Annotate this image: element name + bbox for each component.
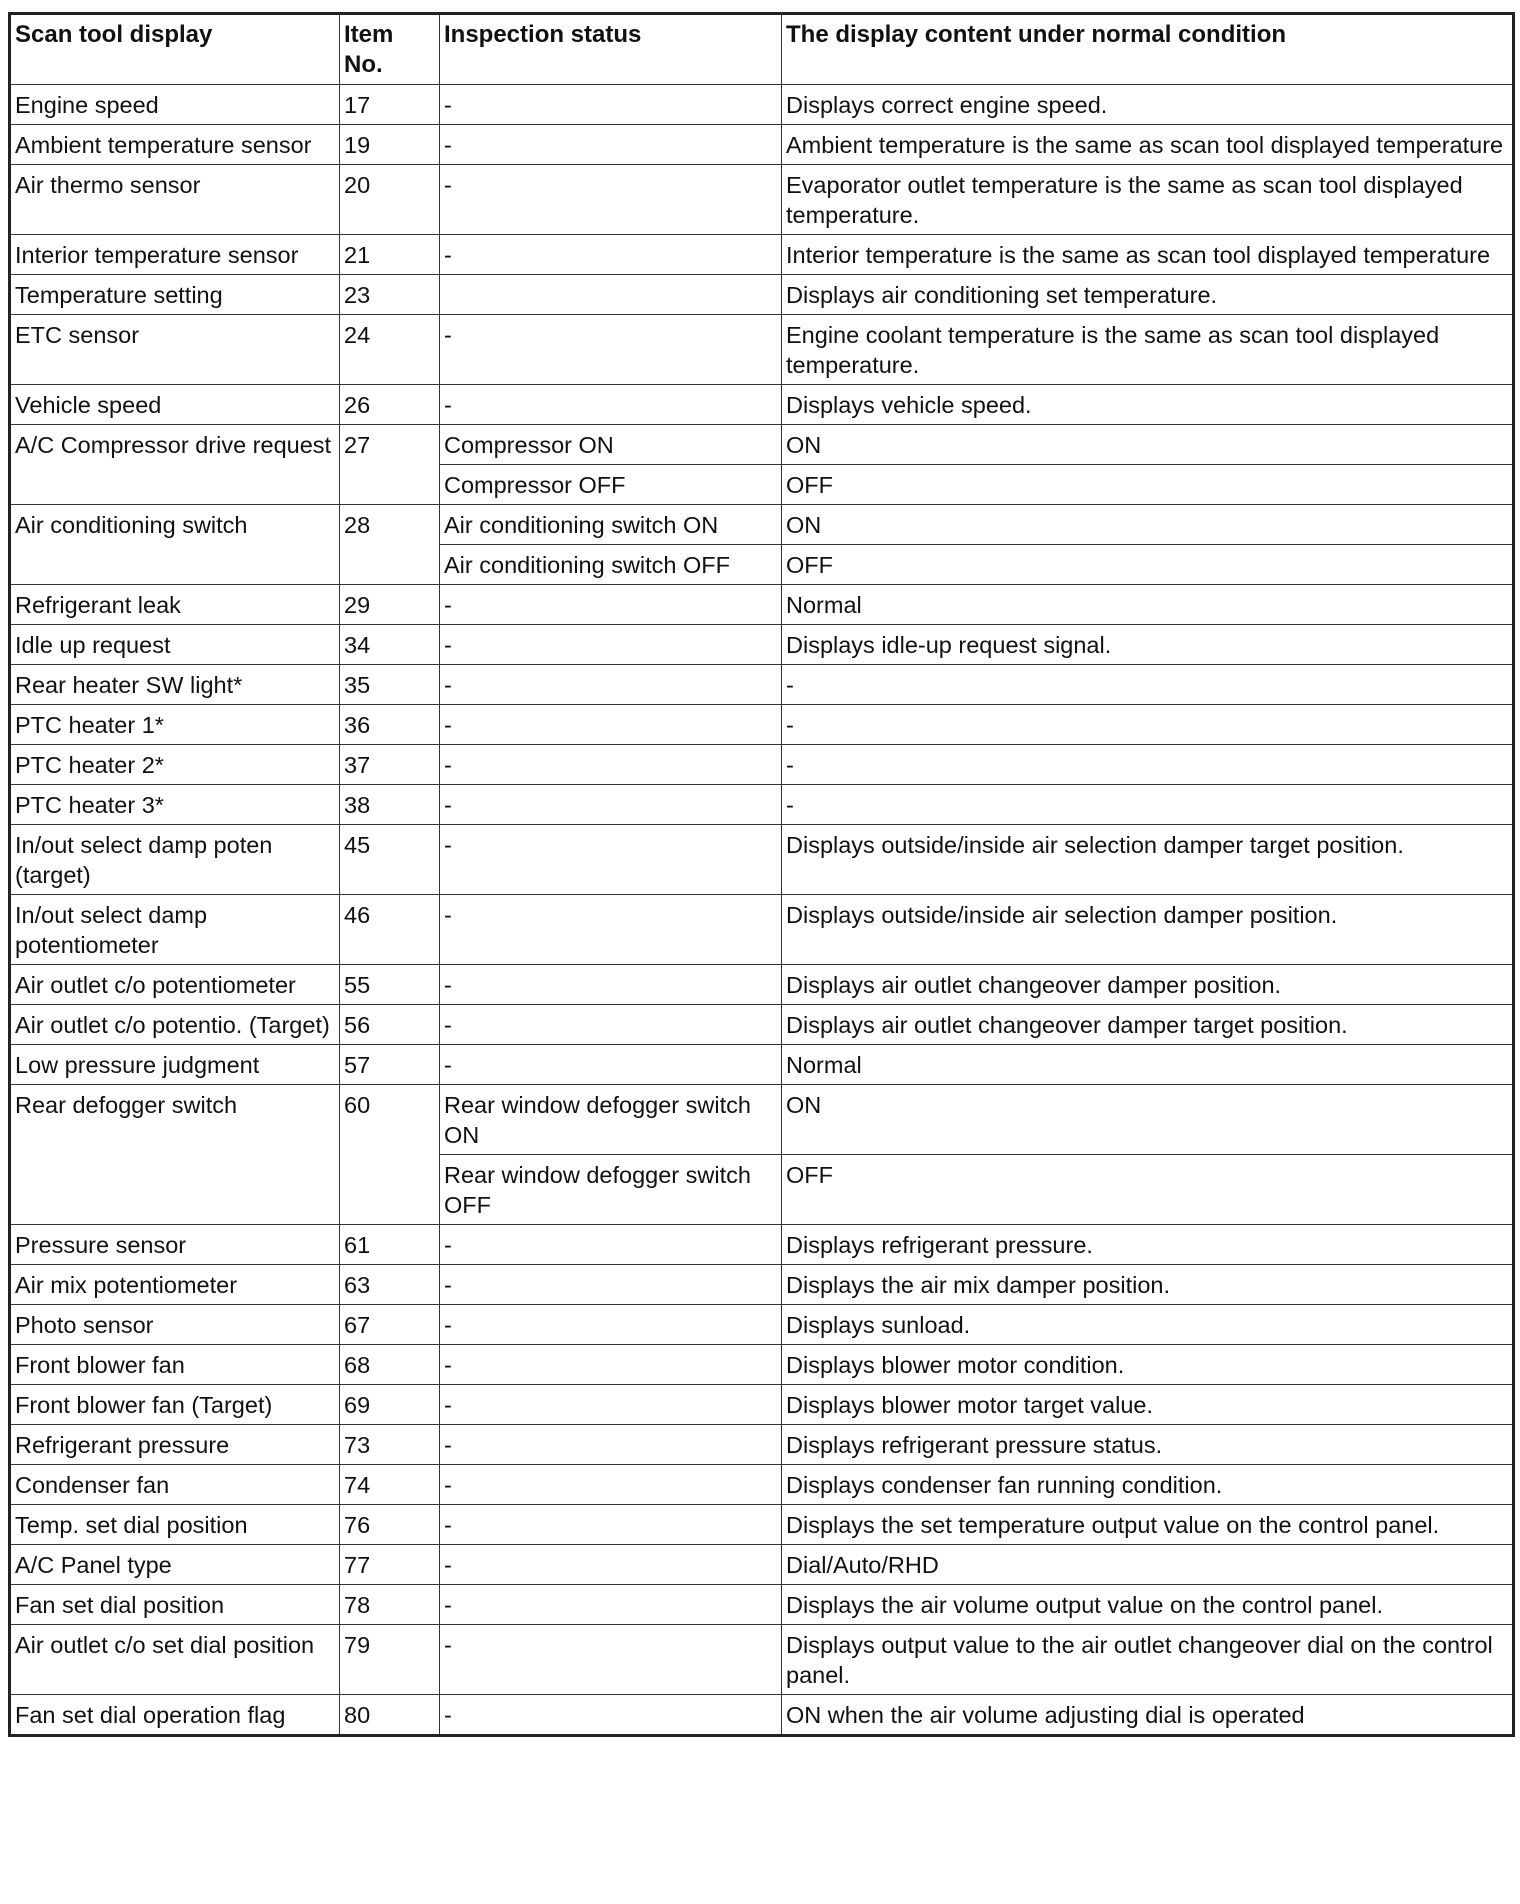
scan-tool-display-cell: Pressure sensor [10, 1225, 340, 1265]
item-number-cell: 60 [340, 1085, 440, 1225]
inspection-status-cell: - [440, 1695, 782, 1736]
item-number-cell: 45 [340, 825, 440, 895]
display-content-cell: Displays vehicle speed. [782, 385, 1514, 425]
display-content-cell: Displays refrigerant pressure status. [782, 1425, 1514, 1465]
item-number-cell: 36 [340, 705, 440, 745]
display-content-cell: Engine coolant temperature is the same as scan tool displayed temperature. [782, 315, 1514, 385]
scan-tool-display-cell: Fan set dial operation flag [10, 1695, 340, 1736]
inspection-status-cell: Compressor ON [440, 425, 782, 465]
inspection-status-cell: Rear window defogger switch ON [440, 1085, 782, 1155]
inspection-status-cell: - [440, 585, 782, 625]
inspection-status-cell: - [440, 1585, 782, 1625]
table-row [10, 745, 1514, 785]
display-content-cell: Displays outside/inside air selection damper position. [782, 895, 1514, 965]
inspection-status-cell [440, 275, 782, 315]
scan-tool-display-cell: Front blower fan [10, 1345, 340, 1385]
display-content-cell: OFF [782, 545, 1514, 585]
scan-tool-display-cell: PTC heater 2* [10, 745, 340, 785]
table-row [10, 785, 1514, 825]
inspection-status-cell: - [440, 745, 782, 785]
display-content-cell: Displays blower motor condition. [782, 1345, 1514, 1385]
table-row [10, 1425, 1514, 1465]
scan-tool-display-cell: Fan set dial position [10, 1585, 340, 1625]
item-number-cell: 68 [340, 1345, 440, 1385]
table-row [10, 1225, 1514, 1265]
item-number-cell: 23 [340, 275, 440, 315]
item-number-cell: 24 [340, 315, 440, 385]
inspection-status-cell: - [440, 1005, 782, 1045]
item-number-cell: 77 [340, 1545, 440, 1585]
display-content-cell: Displays air outlet changeover damper target position. [782, 1005, 1514, 1045]
inspection-status-cell: - [440, 705, 782, 745]
item-number-cell: 37 [340, 745, 440, 785]
display-content-cell: Displays sunload. [782, 1305, 1514, 1345]
inspection-status-cell: - [440, 1545, 782, 1585]
item-number-cell: 79 [340, 1625, 440, 1695]
scan-tool-display-cell: Rear defogger switch [10, 1085, 340, 1225]
display-content-cell: ON when the air volume adjusting dial is operated [782, 1695, 1514, 1736]
table-header [10, 14, 1514, 85]
item-number-cell: 57 [340, 1045, 440, 1085]
table-row [10, 1045, 1514, 1085]
table-row [10, 895, 1514, 965]
scan-tool-display-cell: A/C Compressor drive request [10, 425, 340, 505]
display-content-cell: ON [782, 505, 1514, 545]
inspection-status-cell: - [440, 235, 782, 275]
item-number-cell: 34 [340, 625, 440, 665]
display-content-cell: Dial/Auto/RHD [782, 1545, 1514, 1585]
scan-tool-table-container [8, 12, 1515, 1737]
table-row [10, 425, 1514, 465]
display-content-cell: Displays condenser fan running condition. [782, 1465, 1514, 1505]
table-row [10, 665, 1514, 705]
item-number-cell: 63 [340, 1265, 440, 1305]
scan-tool-display-cell: A/C Panel type [10, 1545, 340, 1585]
scan-tool-display-cell: ETC sensor [10, 315, 340, 385]
display-content-cell: Displays the set temperature output value on the control panel. [782, 1505, 1514, 1545]
item-number-cell: 80 [340, 1695, 440, 1736]
inspection-status-cell: - [440, 785, 782, 825]
inspection-status-cell: - [440, 125, 782, 165]
scan-tool-display-cell: Air outlet c/o potentiometer [10, 965, 340, 1005]
header-scan-tool-display: Scan tool display [10, 14, 340, 85]
inspection-status-cell: - [440, 1385, 782, 1425]
table-row [10, 165, 1514, 235]
scan-tool-display-cell: In/out select damp poten (target) [10, 825, 340, 895]
table-row [10, 125, 1514, 165]
table-row [10, 625, 1514, 665]
item-number-cell: 69 [340, 1385, 440, 1425]
scan-tool-display-cell: Air thermo sensor [10, 165, 340, 235]
display-content-cell: Displays the air mix damper position. [782, 1265, 1514, 1305]
inspection-status-cell: - [440, 1625, 782, 1695]
item-number-cell: 20 [340, 165, 440, 235]
inspection-status-cell: - [440, 1465, 782, 1505]
display-content-cell: - [782, 705, 1514, 745]
scan-tool-display-cell: PTC heater 1* [10, 705, 340, 745]
table-row [10, 1265, 1514, 1305]
display-content-cell: Displays idle-up request signal. [782, 625, 1514, 665]
scan-tool-display-cell: In/out select damp potentiometer [10, 895, 340, 965]
table-row [10, 585, 1514, 625]
inspection-status-cell: - [440, 1225, 782, 1265]
inspection-status-cell: - [440, 625, 782, 665]
scan-tool-display-cell: Air mix potentiometer [10, 1265, 340, 1305]
item-number-cell: 26 [340, 385, 440, 425]
table-row [10, 235, 1514, 275]
inspection-status-cell: - [440, 165, 782, 235]
scan-tool-display-cell: Front blower fan (Target) [10, 1385, 340, 1425]
item-number-cell: 21 [340, 235, 440, 275]
table-row [10, 385, 1514, 425]
table-row [10, 85, 1514, 125]
item-number-cell: 55 [340, 965, 440, 1005]
scan-tool-display-cell: PTC heater 3* [10, 785, 340, 825]
item-number-cell: 76 [340, 1505, 440, 1545]
table-row [10, 505, 1514, 545]
inspection-status-cell: - [440, 1425, 782, 1465]
item-number-cell: 27 [340, 425, 440, 505]
display-content-cell: Displays blower motor target value. [782, 1385, 1514, 1425]
inspection-status-cell: - [440, 665, 782, 705]
table-row [10, 1505, 1514, 1545]
display-content-cell: - [782, 665, 1514, 705]
scan-tool-display-cell: Condenser fan [10, 1465, 340, 1505]
display-content-cell: Displays air outlet changeover damper position. [782, 965, 1514, 1005]
table-row [10, 1005, 1514, 1045]
scan-tool-display-cell: Low pressure judgment [10, 1045, 340, 1085]
inspection-status-cell: - [440, 315, 782, 385]
display-content-cell: Displays output value to the air outlet changeover dial on the control panel. [782, 1625, 1514, 1695]
table-row [10, 1465, 1514, 1505]
item-number-cell: 29 [340, 585, 440, 625]
item-number-cell: 56 [340, 1005, 440, 1045]
item-number-cell: 17 [340, 85, 440, 125]
scan-tool-display-cell: Air outlet c/o potentio. (Target) [10, 1005, 340, 1045]
header-item-no: Item No. [340, 14, 440, 85]
inspection-status-cell: Rear window defogger switch OFF [440, 1155, 782, 1225]
table-row [10, 1695, 1514, 1736]
display-content-cell: Ambient temperature is the same as scan tool displayed temperature [782, 125, 1514, 165]
header-inspection-status: Inspection status [440, 14, 782, 85]
table-row [10, 1385, 1514, 1425]
inspection-status-cell: - [440, 965, 782, 1005]
inspection-status-cell: - [440, 1265, 782, 1305]
scan-tool-display-cell: Vehicle speed [10, 385, 340, 425]
table-row [10, 1085, 1514, 1155]
table-body [10, 85, 1514, 1736]
inspection-status-cell: - [440, 1305, 782, 1345]
inspection-status-cell: - [440, 85, 782, 125]
display-content-cell: Normal [782, 585, 1514, 625]
scan-tool-display-cell: Rear heater SW light* [10, 665, 340, 705]
scan-tool-display-cell: Idle up request [10, 625, 340, 665]
scan-tool-display-cell: Refrigerant leak [10, 585, 340, 625]
scan-tool-display-cell: Photo sensor [10, 1305, 340, 1345]
inspection-status-cell: Air conditioning switch ON [440, 505, 782, 545]
display-content-cell: ON [782, 1085, 1514, 1155]
header-row [10, 14, 1514, 85]
scan-tool-display-cell: Temperature setting [10, 275, 340, 315]
item-number-cell: 78 [340, 1585, 440, 1625]
scan-tool-display-cell: Engine speed [10, 85, 340, 125]
table-row [10, 1625, 1514, 1695]
item-number-cell: 73 [340, 1425, 440, 1465]
inspection-status-cell: - [440, 1045, 782, 1085]
scan-tool-data-table [8, 12, 1515, 1737]
display-content-cell: OFF [782, 465, 1514, 505]
table-row [10, 1585, 1514, 1625]
display-content-cell: Interior temperature is the same as scan tool displayed temperature [782, 235, 1514, 275]
item-number-cell: 46 [340, 895, 440, 965]
display-content-cell: OFF [782, 1155, 1514, 1225]
display-content-cell: Displays air conditioning set temperature. [782, 275, 1514, 315]
inspection-status-cell: Air conditioning switch OFF [440, 545, 782, 585]
display-content-cell: - [782, 785, 1514, 825]
display-content-cell: Displays correct engine speed. [782, 85, 1514, 125]
table-row [10, 1545, 1514, 1585]
table-row [10, 275, 1514, 315]
inspection-status-cell: - [440, 1505, 782, 1545]
table-row [10, 1305, 1514, 1345]
inspection-status-cell: - [440, 895, 782, 965]
header-display-content: The display content under normal condition [782, 14, 1514, 85]
table-row [10, 705, 1514, 745]
display-content-cell: Evaporator outlet temperature is the same as scan tool displayed temperature. [782, 165, 1514, 235]
table-row [10, 965, 1514, 1005]
display-content-cell: ON [782, 425, 1514, 465]
item-number-cell: 74 [340, 1465, 440, 1505]
scan-tool-display-cell: Air outlet c/o set dial position [10, 1625, 340, 1695]
display-content-cell: Displays refrigerant pressure. [782, 1225, 1514, 1265]
display-content-cell: Displays outside/inside air selection damper target position. [782, 825, 1514, 895]
inspection-status-cell: Compressor OFF [440, 465, 782, 505]
scan-tool-display-cell: Interior temperature sensor [10, 235, 340, 275]
scan-tool-display-cell: Air conditioning switch [10, 505, 340, 585]
table-row [10, 1345, 1514, 1385]
scan-tool-display-cell: Temp. set dial position [10, 1505, 340, 1545]
display-content-cell: Displays the air volume output value on the control panel. [782, 1585, 1514, 1625]
item-number-cell: 38 [340, 785, 440, 825]
item-number-cell: 35 [340, 665, 440, 705]
inspection-status-cell: - [440, 825, 782, 895]
display-content-cell: - [782, 745, 1514, 785]
item-number-cell: 28 [340, 505, 440, 585]
inspection-status-cell: - [440, 1345, 782, 1385]
table-row [10, 315, 1514, 385]
table-row [10, 825, 1514, 895]
display-content-cell: Normal [782, 1045, 1514, 1085]
item-number-cell: 67 [340, 1305, 440, 1345]
inspection-status-cell: - [440, 385, 782, 425]
scan-tool-display-cell: Ambient temperature sensor [10, 125, 340, 165]
item-number-cell: 61 [340, 1225, 440, 1265]
scan-tool-display-cell: Refrigerant pressure [10, 1425, 340, 1465]
item-number-cell: 19 [340, 125, 440, 165]
